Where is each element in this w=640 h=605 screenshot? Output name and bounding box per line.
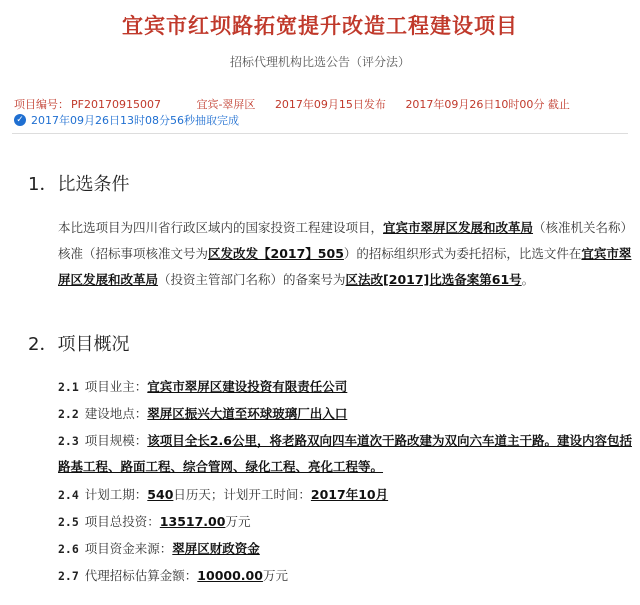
- list-item-location: 2.2 建设地点：翠屏区振兴大道至环球玻璃厂出入口: [58, 406, 348, 421]
- section-heading-overview: 2．项目概况: [28, 334, 130, 355]
- list-item-owner: 2.1 项目业主：宜宾市翠屏区建设投资有限责任公司: [58, 379, 348, 394]
- list-item-investment: 2.5 项目总投资：13517.00万元: [58, 514, 251, 529]
- status-badge: [14, 112, 239, 128]
- meta-info-row: [14, 96, 586, 112]
- record-number: 区法改[2017]比选备案第61号: [345, 272, 522, 287]
- section-heading-conditions: 1．比选条件: [28, 174, 130, 195]
- approval-doc-number: 区发改发【2017】505: [208, 246, 344, 261]
- list-item-funding: 2.6 项目资金来源：翠屏区财政资金: [58, 541, 260, 556]
- deadline: 2017年09月26日10时00分 截止: [405, 98, 570, 111]
- page-subtitle: 招标代理机构比选公告（评分法）: [229, 55, 410, 69]
- list-item-schedule: 2.4 计划工期：540日历天；计划开工时间：2017年10月: [58, 487, 389, 502]
- region: 宜宾-翠屏区: [196, 98, 256, 111]
- divider: [12, 133, 628, 134]
- project-code: 项目编号： PF20170915007: [14, 98, 161, 111]
- conditions-paragraph: 本比选项目为四川省行政区域内的国家投资工程建设项目，宜宾市翠屏区发展和改革局（核准机关名称）核准（招标事项核准文号为区发改发【2017】505）的招标组织形式为委托招标，比选文件在宜宾市翠屏区发展和改革局（投资主管部门名称）的备案号为区法改[2017]比选备案第61号。: [58, 220, 632, 287]
- owner-department: 宜宾市翠屏区发展和改革局: [58, 246, 632, 287]
- publish-date: 2017年09月15日发布: [274, 98, 386, 111]
- approver-name: 宜宾市翠屏区发展和改革局: [383, 220, 534, 235]
- status-text: 2017年09月26日13时08分56秒抽取完成: [31, 114, 239, 127]
- check-circle-icon: ✓: [14, 114, 26, 126]
- page-title: 宜宾市红坝路拓宽提升改造工程建设项目: [122, 14, 518, 38]
- list-item-agency-amount: 2.7 代理招标估算金额：10000.00万元: [58, 568, 288, 583]
- list-item-scale: 2.3 项目规模：该项目全长2.6公里，将老路双向四车道次干路改建为双向六车道主干路。建设内容包括路基工程、路面工程、综合管网、绿化工程、亮化工程等。: [58, 433, 632, 474]
